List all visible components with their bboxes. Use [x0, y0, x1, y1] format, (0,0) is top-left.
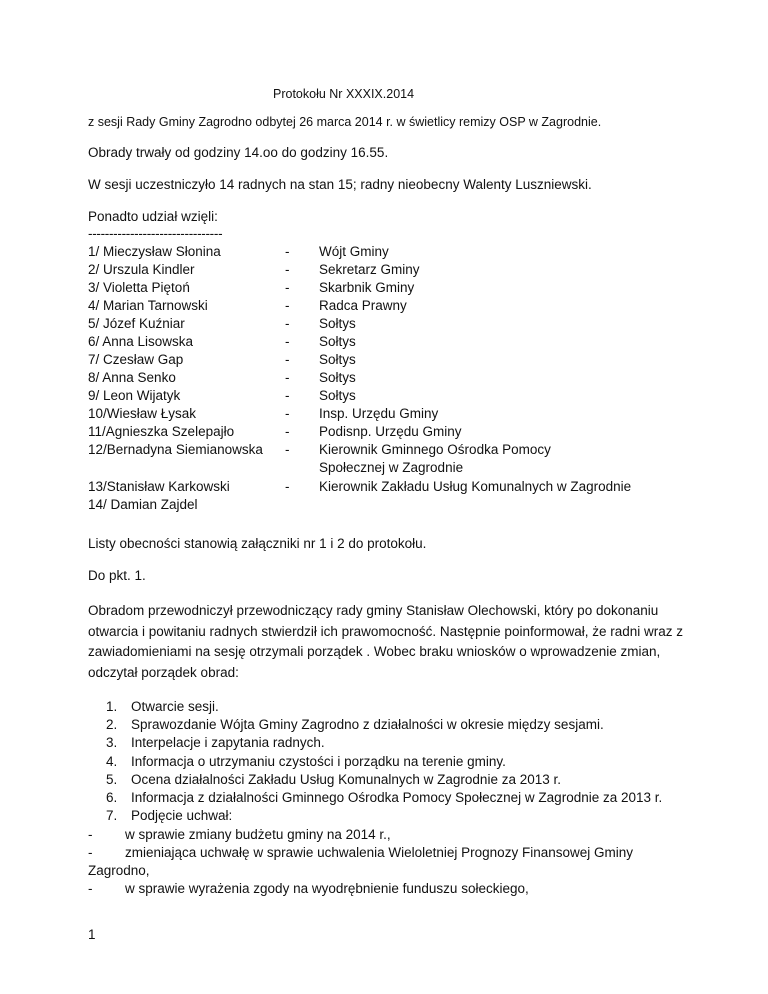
attendee-name: 10/Wiesław Łysak [88, 406, 197, 421]
attendee-dash: - [285, 280, 290, 295]
agenda-text: Podjęcie uchwał: [131, 808, 233, 824]
resolution-dash: - [88, 827, 93, 842]
agenda-number: 2. [106, 717, 118, 733]
paragraph-line: zawiadomieniami na sesję otrzymali porządek . Wobec braku wniosków o wprowadzenie zmian, [88, 644, 661, 659]
agenda-number: 7. [106, 808, 118, 824]
attendee-name: 11/Agnieszka Szelepajło [88, 424, 235, 439]
agenda-text: Ocena działalności Zakładu Usług Komunalnych w Zagrodnie za 2013 r. [131, 771, 561, 787]
attendee-role: Skarbnik Gminy [319, 280, 415, 295]
attendee-dash: - [285, 442, 290, 457]
point-heading: Do pkt. 1. [88, 568, 146, 583]
attendee-dash: - [285, 479, 290, 494]
attendee-name: 9/ Leon Wijatyk [88, 388, 181, 403]
attendee-role: Sołtys [319, 316, 356, 331]
resolution-dash: - [88, 845, 93, 860]
attendee-dash: - [285, 262, 290, 277]
attendee-dash: - [285, 352, 290, 367]
attendee-role-continued: Społecznej w Zagrodnie [319, 460, 464, 475]
resolution-text: w sprawie zmiany budżetu gminy na 2014 r., [125, 827, 391, 842]
attendee-role: Kierownik Zakładu Usług Komunalnych w Zagrodnie [319, 479, 632, 494]
paragraph-line: Obradom przewodniczył przewodniczący rady gminy Stanisław Olechowski, który po dokonaniu [88, 603, 659, 618]
attendance-lists-note: Listy obecności stanowią załączniki nr 1 i 2 do protokołu. [88, 536, 427, 551]
agenda-number: 5. [106, 771, 118, 787]
attendee-dash: - [285, 370, 290, 385]
attendee-name: 13/Stanisław Karkowski [88, 479, 230, 494]
resolution-item [88, 826, 391, 844]
agenda-text: Sprawozdanie Wójta Gminy Zagrodno z działalności w okresie między sesjami. [131, 717, 604, 733]
resolution-item [88, 880, 529, 898]
resolution-item [88, 844, 633, 862]
attendee-name: 7/ Czesław Gap [88, 352, 184, 367]
attendee-name: 12/Bernadyna Siemianowska [88, 442, 263, 457]
attendee-dash: - [285, 316, 290, 331]
opening-paragraph [88, 601, 688, 683]
agenda-number: 4. [106, 753, 118, 769]
attendee-dash: - [285, 388, 290, 403]
attendee-role: Sołtys [319, 370, 356, 385]
attendee-name: 3/ Violetta Piętoń [88, 280, 190, 295]
paragraph-line: odczytał porządek obrad: [88, 664, 239, 680]
attendee-role: Sołtys [319, 352, 356, 367]
attendee-role: Sołtys [319, 334, 356, 349]
attendance-summary: W sesji uczestniczyło 14 radnych na stan 15; radny nieobecny Walenty Luszniewski. [88, 177, 592, 192]
session-intro: z sesji Rady Gminy Zagrodno odbytej 26 marca 2014 r. w świetlicy remizy OSP w Zagrodnie. [88, 115, 602, 129]
page-number: 1 [88, 927, 96, 942]
agenda-text: Informacja o utrzymaniu czystości i porządku na terenie gminy. [131, 753, 506, 769]
attendee-name: 5/ Józef Kuźniar [88, 316, 185, 331]
attendee-dash: - [285, 244, 290, 259]
attendee-name: 2/ Urszula Kindler [88, 262, 195, 277]
agenda-text: Otwarcie sesji. [131, 699, 219, 714]
attendee-role: Wójt Gminy [319, 244, 389, 259]
attendee-role: Sołtys [319, 388, 356, 403]
document-title: Protokołu Nr XXXIX.2014 [273, 87, 415, 101]
attendee-dash: - [285, 298, 290, 313]
attendee-dash: - [285, 424, 290, 439]
resolution-continued: Zagrodno, [88, 863, 150, 878]
attendee-role: Kierownik Gminnego Ośrodka Pomocy [319, 442, 551, 457]
attendee-role: Insp. Urzędu Gminy [319, 406, 439, 421]
session-hours: Obrady trwały od godziny 14.oo do godziny 16.55. [88, 145, 389, 160]
attendee-name: 4/ Marian Tarnowski [88, 298, 208, 313]
resolution-dash: - [88, 881, 93, 896]
attendee-name: 14/ Damian Zajdel [88, 497, 198, 512]
resolution-text: zmieniająca uchwałę w sprawie uchwalenia Wieloletniej Prognozy Finansowej Gminy [125, 845, 633, 860]
agenda-text: Informacja z działalności Gminnego Ośrodka Pomocy Społecznej w Zagrodnie za 2013 r. [131, 789, 663, 805]
agenda-number: 3. [106, 735, 118, 751]
resolution-text: w sprawie wyrażenia zgody na wyodrębnienie funduszu sołeckiego, [125, 881, 529, 896]
agenda-number: 6. [106, 789, 118, 805]
separator-line: -------------------------------- [88, 226, 223, 241]
attendee-name: 1/ Mieczysław Słonina [88, 244, 221, 259]
attendee-name: 8/ Anna Senko [88, 370, 176, 385]
attendee-name: 6/ Anna Lisowska [88, 334, 194, 349]
attendee-dash: - [285, 406, 290, 421]
also-present-heading: Ponadto udział wzięli: [88, 209, 218, 224]
attendee-role: Podisnp. Urzędu Gminy [319, 424, 462, 439]
attendee-role: Sekretarz Gminy [319, 262, 420, 277]
attendee-role: Radca Prawny [319, 298, 407, 313]
agenda-number: 1. [106, 699, 118, 714]
paragraph-line: otwarcia i powitaniu radnych stwierdził ich prawomocność. Następnie poinformował, że radni wraz z [88, 623, 684, 639]
agenda-text: Interpelacje i zapytania radnych. [131, 735, 325, 751]
attendee-dash: - [285, 334, 290, 349]
